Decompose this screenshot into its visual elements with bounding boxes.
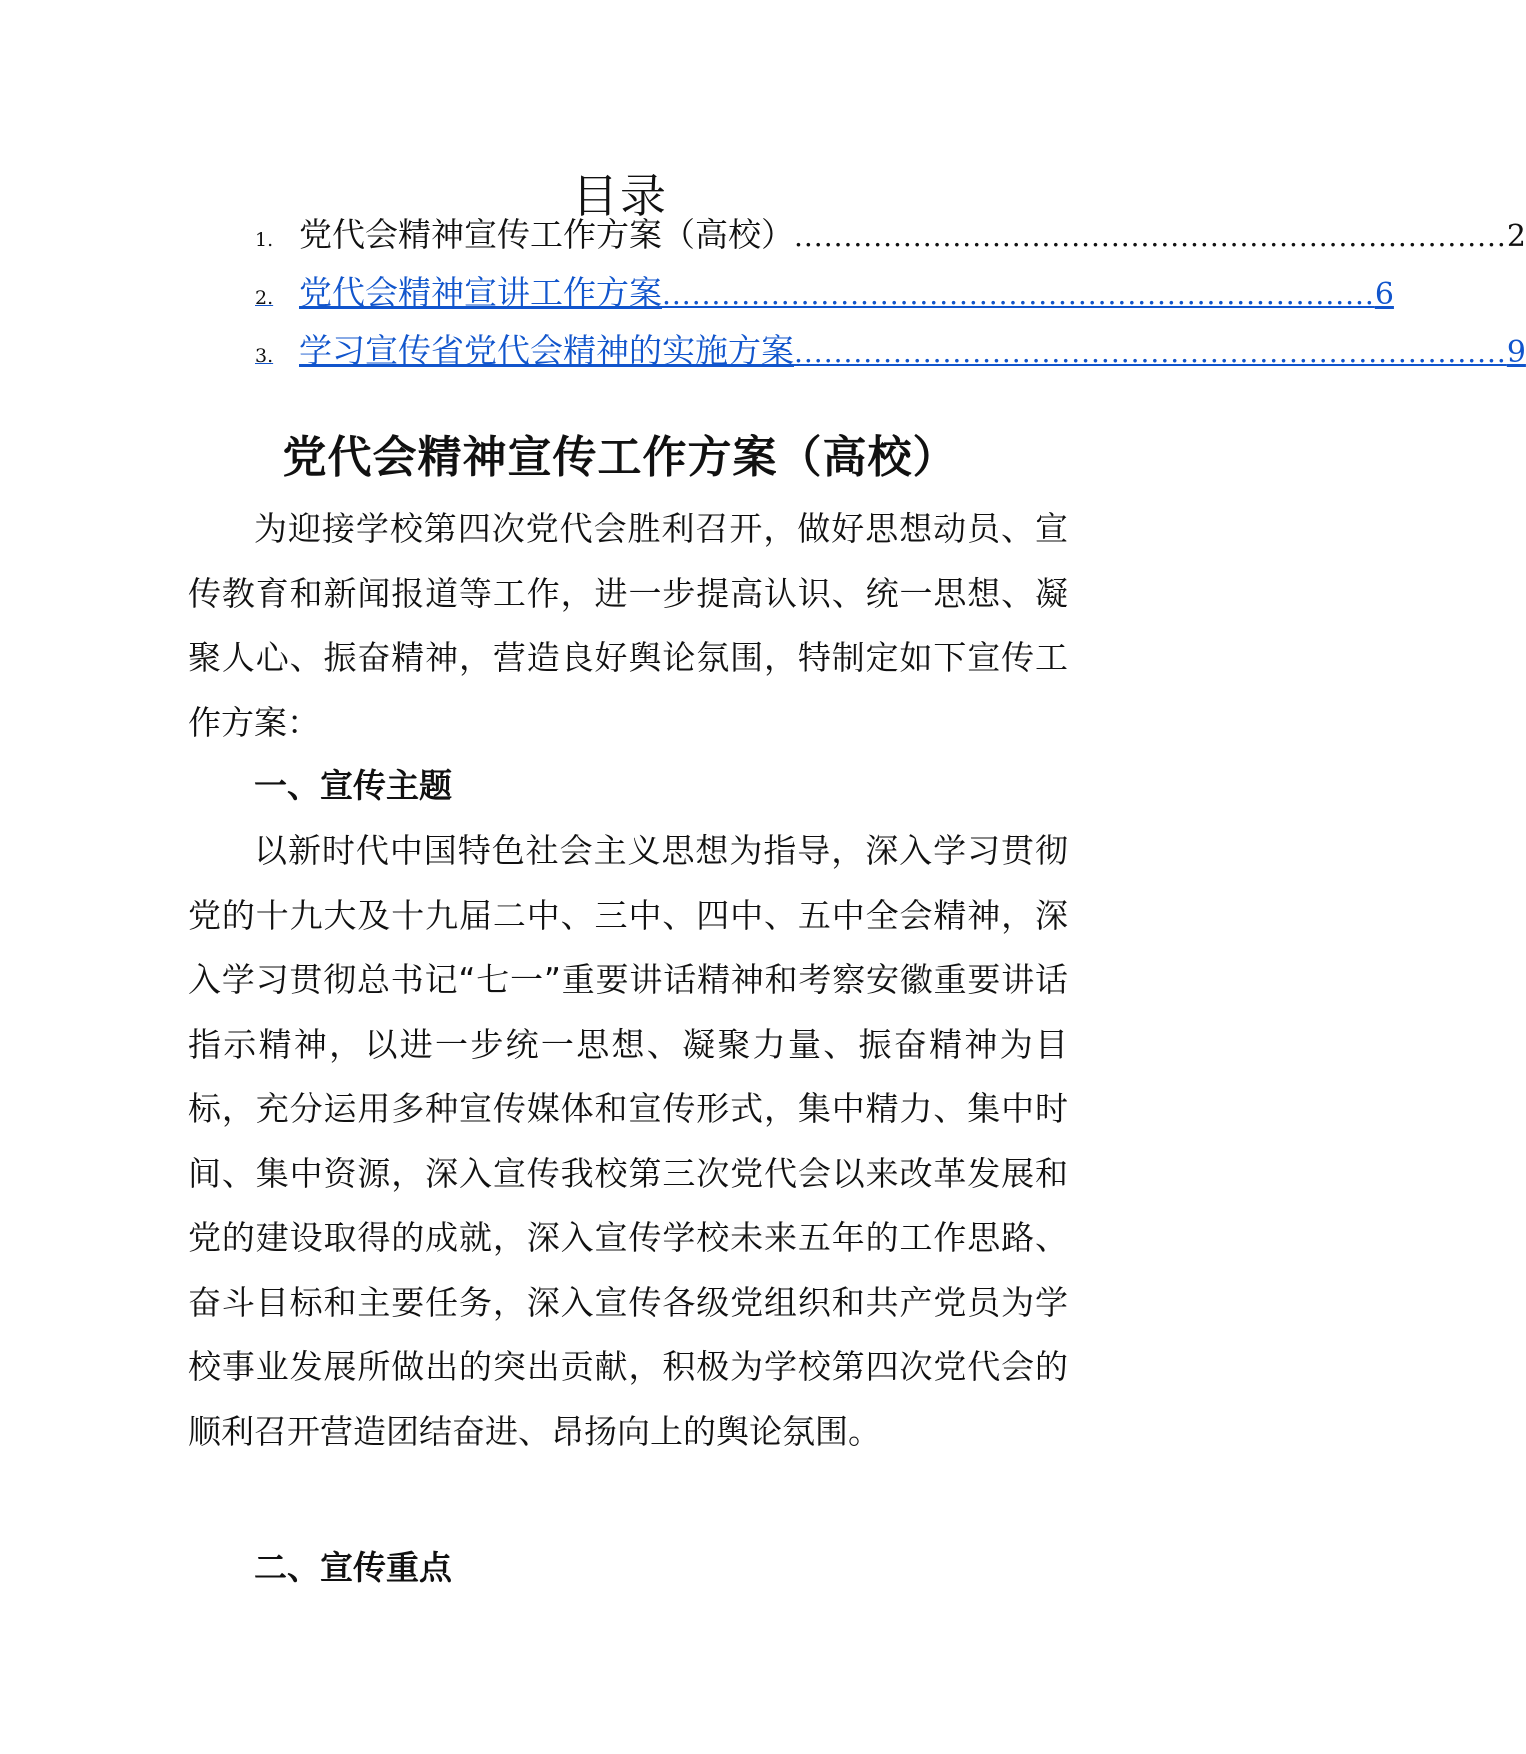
- intro-paragraph: 为迎接学校第四次党代会胜利召开，做好思想动员、宣传教育和新闻报道等工作，进一步提高认识、统一思想、凝聚人心、振奋精神，营造良好舆论氛围，特制定如下宣传工作方案：: [188, 509, 1068, 742]
- toc-item-number: 1.: [255, 229, 274, 251]
- toc-item-link[interactable]: 党代会精神宣讲工作方案: [299, 273, 662, 312]
- toc-item-1[interactable]: [255, 210, 1526, 260]
- toc-item-link[interactable]: 学习宣传省党代会精神的实施方案: [299, 331, 794, 370]
- toc-item-leader: ........................................................................: [662, 278, 1375, 311]
- toc-item-page: 2: [1506, 219, 1526, 254]
- toc-item-number: 3.: [255, 345, 274, 367]
- toc-item-2[interactable]: [255, 268, 1394, 318]
- toc-item-leader: ........................................................................: [794, 336, 1507, 369]
- toc-item-page[interactable]: 6: [1374, 277, 1394, 312]
- document-title: 党代会精神宣传工作方案（高校）: [282, 432, 958, 483]
- section-1-heading: 一、宣传主题: [254, 766, 452, 805]
- toc-item-number: 2.: [255, 287, 274, 309]
- toc-item-label: 党代会精神宣传工作方案（高校）: [299, 215, 794, 254]
- toc-item-leader: ........................................................................: [794, 220, 1507, 253]
- toc-item-3[interactable]: [255, 326, 1526, 376]
- section-1-body: 以新时代中国特色社会主义思想为指导，深入学习贯彻党的十九大及十九届二中、三中、四中、五中全会精神，深入学习贯彻总书记“七一”重要讲话精神和考察安徽重要讲话指示精神，以进一步统一思想、凝聚力量、振奋精神为目标，充分运用多种宣传媒体和宣传形式，集中精力、集中时间、集中资源，深入宣传我校第三次党代会以来改革发展和党的建设取得的成就，深入宣传学校未来五年的工作思路、奋斗目标和主要任务，深入宣传各级党组织和共产党员为学校事业发展所做出的突出贡献，积极为学校第四次党代会的顺利召开营造团结奋进、昂扬向上的舆论氛围。: [188, 831, 1068, 1451]
- toc-item-page[interactable]: 9: [1506, 335, 1526, 370]
- section-2-heading: 二、宣传重点: [254, 1548, 452, 1587]
- toc-title: 目录: [572, 169, 668, 223]
